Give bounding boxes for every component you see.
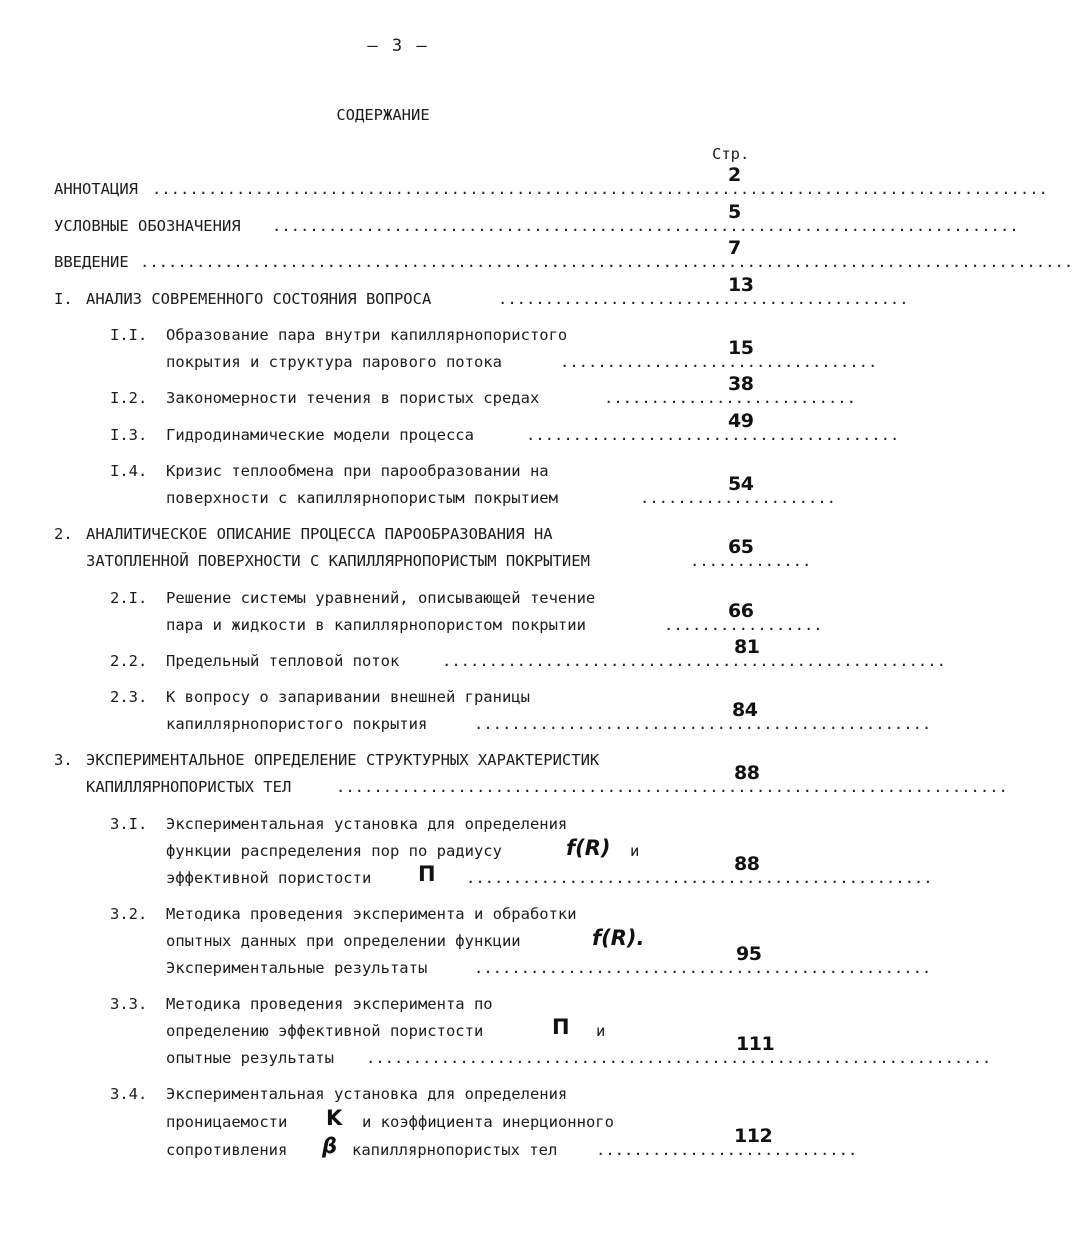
- entry-page: 13: [728, 274, 754, 296]
- permeability-symbol: K: [326, 1106, 343, 1130]
- entry-title-line: функции распределения пор по радиусу: [166, 842, 502, 860]
- entry-page: 15: [728, 337, 754, 359]
- leader-dots: .................................................: [474, 959, 932, 977]
- entry-page: 66: [728, 600, 754, 622]
- entry-page: 84: [732, 699, 758, 721]
- leader-dots: ..................................: [560, 353, 878, 371]
- leader-dots: .............: [690, 552, 812, 570]
- entry-number: I.4.: [110, 462, 148, 480]
- entry-page: 81: [734, 636, 760, 658]
- leader-dots: ......................................................: [442, 652, 946, 670]
- entry-title-line: пара и жидкости в капиллярнопористом покрытии: [166, 616, 586, 634]
- entry-number: I.: [54, 290, 73, 308]
- leader-dots: ................................................................................................: [152, 180, 1048, 198]
- porosity-symbol: П: [418, 862, 436, 886]
- function-symbol: f(R): [566, 836, 611, 860]
- entry-title-line: К вопросу о запаривании внешней границы: [166, 688, 530, 706]
- entry-page: 88: [734, 853, 760, 875]
- entry-number: I.I.: [110, 326, 148, 344]
- entry-title-line: проницаемости: [166, 1113, 288, 1131]
- entry-title-line: опытных данных при определении функции: [166, 932, 521, 950]
- entry-title-line: ЭКСПЕРИМЕНТАЛЬНОЕ ОПРЕДЕЛЕНИЕ СТРУКТУРНЫХ ХАРАКТЕРИСТИК: [86, 751, 600, 769]
- entry-title: УСЛОВНЫЕ ОБОЗНАЧЕНИЯ: [54, 217, 241, 235]
- entry-number: 2.I.: [110, 589, 148, 607]
- entry-title-line: и коэффициента инерционного: [362, 1113, 614, 1131]
- leader-dots: ....................................................................................................: [140, 253, 1073, 271]
- leader-dots: ........................................................................: [336, 778, 1008, 796]
- entry-title-line: Экспериментальная установка для определения: [166, 1085, 568, 1103]
- entry-number: 3.3.: [110, 995, 148, 1013]
- leader-dots: ...................................................................: [366, 1049, 992, 1067]
- entry-title-line: Кризис теплообмена при парообразовании на: [166, 462, 549, 480]
- entry-page: 88: [734, 762, 760, 784]
- entry-page: 49: [728, 410, 754, 432]
- entry-title-line: ЗАТОПЛЕННОЙ ПОВЕРХНОСТИ С КАПИЛЛЯРНОПОРИСТЫМ ПОКРЫТИЕМ: [86, 552, 590, 570]
- entry-number: 3.: [54, 751, 73, 769]
- leader-dots: .....................: [640, 489, 836, 507]
- entry-page: 54: [728, 473, 754, 495]
- entry-title: Закономерности течения в пористых средах: [166, 389, 540, 407]
- entry-page: 112: [734, 1125, 773, 1147]
- leader-dots: ............................: [596, 1141, 858, 1159]
- leader-dots: ................................................................................: [272, 217, 1019, 235]
- conjunction: и: [630, 842, 640, 860]
- conjunction: и: [596, 1022, 606, 1040]
- entry-number: I.3.: [110, 426, 148, 444]
- leader-dots: ...........................: [604, 389, 856, 407]
- entry-title-line: покрытия и структура парового потока: [166, 353, 502, 371]
- leader-dots: ........................................: [526, 426, 900, 444]
- entry-page: 7: [728, 237, 741, 259]
- entry-number: 2.2.: [110, 652, 148, 670]
- entry-page: 38: [728, 373, 754, 395]
- entry-title: АННОТАЦИЯ: [54, 180, 138, 198]
- leader-dots: ..................................................: [466, 869, 933, 887]
- entry-title-line: опытные результаты: [166, 1049, 334, 1067]
- entry-title: АНАЛИЗ СОВРЕМЕННОГО СОСТОЯНИЯ ВОПРОСА: [86, 290, 432, 308]
- entry-title: ВВЕДЕНИЕ: [54, 253, 129, 271]
- leader-dots: .................: [664, 616, 823, 634]
- entry-number: 2.: [54, 525, 73, 543]
- entry-title-line: КАПИЛЛЯРНОПОРИСТЫХ ТЕЛ: [86, 778, 292, 796]
- entry-title-line: сопротивления: [166, 1141, 288, 1159]
- entry-title-line: Методика проведения эксперимента и обработки: [166, 905, 577, 923]
- entry-title-line: эффективной пористости: [166, 869, 372, 887]
- entry-title-line: АНАЛИТИЧЕСКОЕ ОПИСАНИЕ ПРОЦЕССА ПАРООБРАЗОВАНИЯ НА: [86, 525, 553, 543]
- entry-title-line: Экспериментальная установка для определения: [166, 815, 568, 833]
- beta-symbol: β: [322, 1134, 338, 1158]
- entry-title-line: Образование пара внутри капиллярнопористого: [166, 326, 568, 344]
- leader-dots: ............................................: [498, 290, 909, 308]
- entry-title-line: капиллярнопористого покрытия: [166, 715, 428, 733]
- entry-number: I.2.: [110, 389, 148, 407]
- entry-title-line: капиллярнопористых тел: [352, 1141, 558, 1159]
- entry-title-line: поверхности с капиллярнопористым покрытием: [166, 489, 558, 507]
- entry-title-line: Экспериментальные результаты: [166, 959, 428, 977]
- entry-number: 3.2.: [110, 905, 148, 923]
- entry-page: 5: [728, 201, 741, 223]
- page-number: – 3 –: [367, 36, 429, 56]
- page-column-header: Стр.: [712, 145, 750, 163]
- entry-number: 2.3.: [110, 688, 148, 706]
- entry-page: 111: [736, 1033, 775, 1055]
- entry-page: 65: [728, 536, 754, 558]
- entry-page: 95: [736, 943, 762, 965]
- page-title: СОДЕРЖАНИЕ: [336, 106, 430, 124]
- entry-title-line: определению эффективной пористости: [166, 1022, 484, 1040]
- entry-title: Предельный тепловой поток: [166, 652, 400, 670]
- entry-number: 3.I.: [110, 815, 148, 833]
- entry-title-line: Решение системы уравнений, описывающей течение: [166, 589, 596, 607]
- entry-title-line: Методика проведения эксперимента по: [166, 995, 493, 1013]
- entry-page: 2: [728, 164, 741, 186]
- leader-dots: .................................................: [474, 715, 932, 733]
- function-symbol: f(R).: [592, 926, 645, 950]
- entry-number: 3.4.: [110, 1085, 148, 1103]
- porosity-symbol: П: [552, 1015, 570, 1039]
- entry-title: Гидродинамические модели процесса: [166, 426, 474, 444]
